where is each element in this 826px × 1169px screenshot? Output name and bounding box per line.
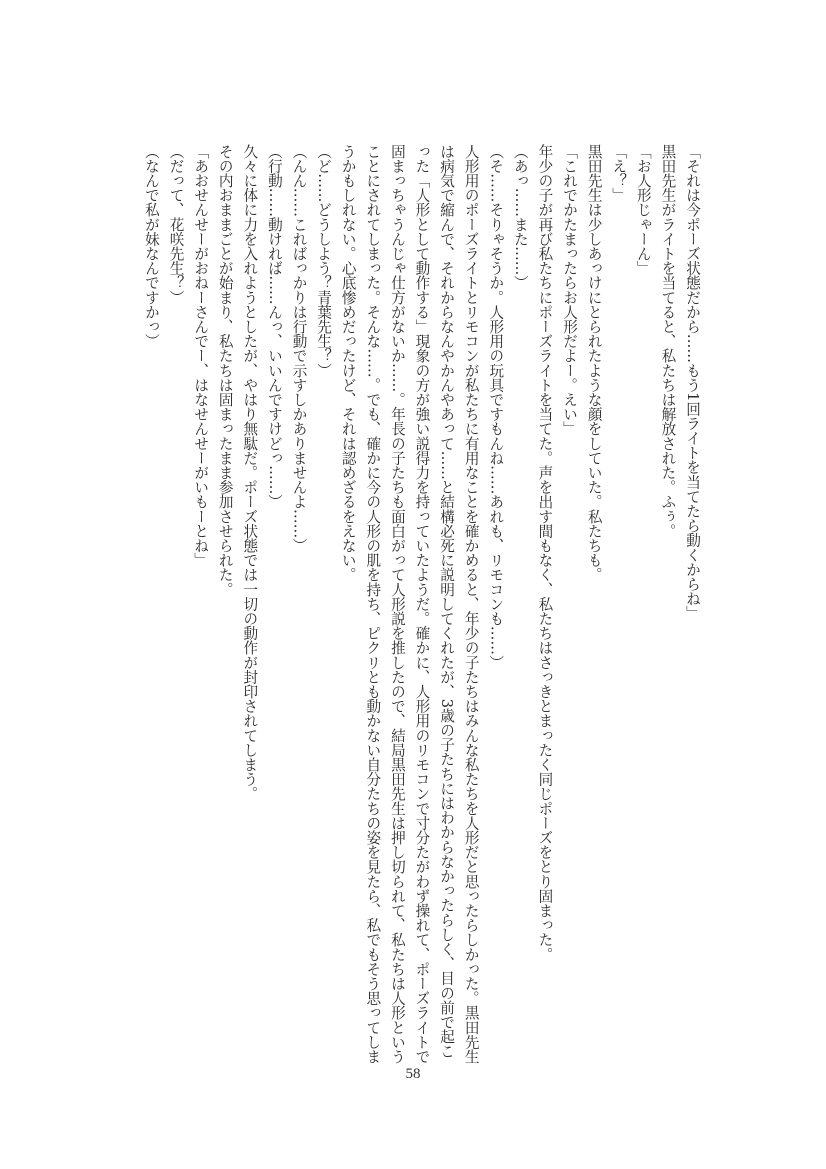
text-line: （ど……どうしよう？青葉先生？） <box>315 144 333 378</box>
text-line: 人形用のポーズライトとリモコンが私たちに有用なことを確かめると、年少の子たちはみんな私たちを人形だと思ったらしかった。黒田先生 <box>462 144 480 1064</box>
text-line: うかもしれない。心底惨めだったけど、それは認めざるをえない。 <box>339 144 357 582</box>
text-line: 固まっちゃうんじゃ仕方がないか……。年長の子たちも面白がって人形説を推したので、結局黒田先生は押し切られて、私たちは人形という <box>388 144 406 1064</box>
text-line: 「お人形じゃーん」 <box>634 144 652 276</box>
text-line: （んん……こればっかりは行動で示すしかありませんよ……） <box>290 144 308 553</box>
text-line: （あっ……また……） <box>511 144 529 290</box>
text-line: その内おままごとが始まり、私たちは固まったまま参加させられた。 <box>216 144 234 597</box>
text-line: 黒田先生は少しあっけにとられたような顔をしていた。私たちも。 <box>585 144 603 582</box>
text-line: は病気で縮んで、それからなんやかんやあって……と結構必死に説明してくれたが、3歳の子たちにはわからなかったらしく、目の前で起こ <box>438 144 456 1059</box>
text-line: 久々に体に力を入れようとしたが、やはり無駄だ。ポーズ状態では一切の動作が封印されてしまう。 <box>241 144 259 801</box>
text-line: 年少の子が再び私たちにポーズライトを当てた。声を出す間もなく、私たちはさっきとまったく同じポーズをとり固まった。 <box>536 144 554 962</box>
text-line: 「え？」 <box>610 144 628 203</box>
text-line: （なんで私が妹なんですかっ） <box>142 144 160 349</box>
text-line: ことにされてしまった。そんな……。でも、確かに今の人形の肌を持ち、ピクリとも動かない自分たちの姿を見たら、私でもそう思ってしま <box>364 144 382 1064</box>
text-line: （行動……動ければ……んっ、いいんですけどっ……） <box>265 144 283 509</box>
body-text <box>138 144 704 1064</box>
text-line: 黒田先生がライトを当てると、私たちは解放された。ふぅ。 <box>659 144 677 539</box>
text-line: 「これでかたまったらお人形だよー。えい」 <box>561 144 579 436</box>
text-line: （そ……そりゃそうか。人形用の玩具ですもんね……あれも、リモコンも……） <box>487 144 505 670</box>
text-line: （だって、花咲先生？） <box>167 144 185 305</box>
text-line: 「あおせんせーがおねーさんでー、はなせんせーがいもーとね」 <box>192 144 210 568</box>
page-number: 58 <box>405 1066 421 1082</box>
text-line: 「それは今ポーズ状態だから……もう1回ライトを当てたら動くからね」 <box>684 144 701 621</box>
text-line: った「人形として動作する」現象の方が強い説得力を持っていたようだ。確かに、人形用のリモコンで寸分たがわず操れて、ポーズライトで <box>413 144 431 1064</box>
